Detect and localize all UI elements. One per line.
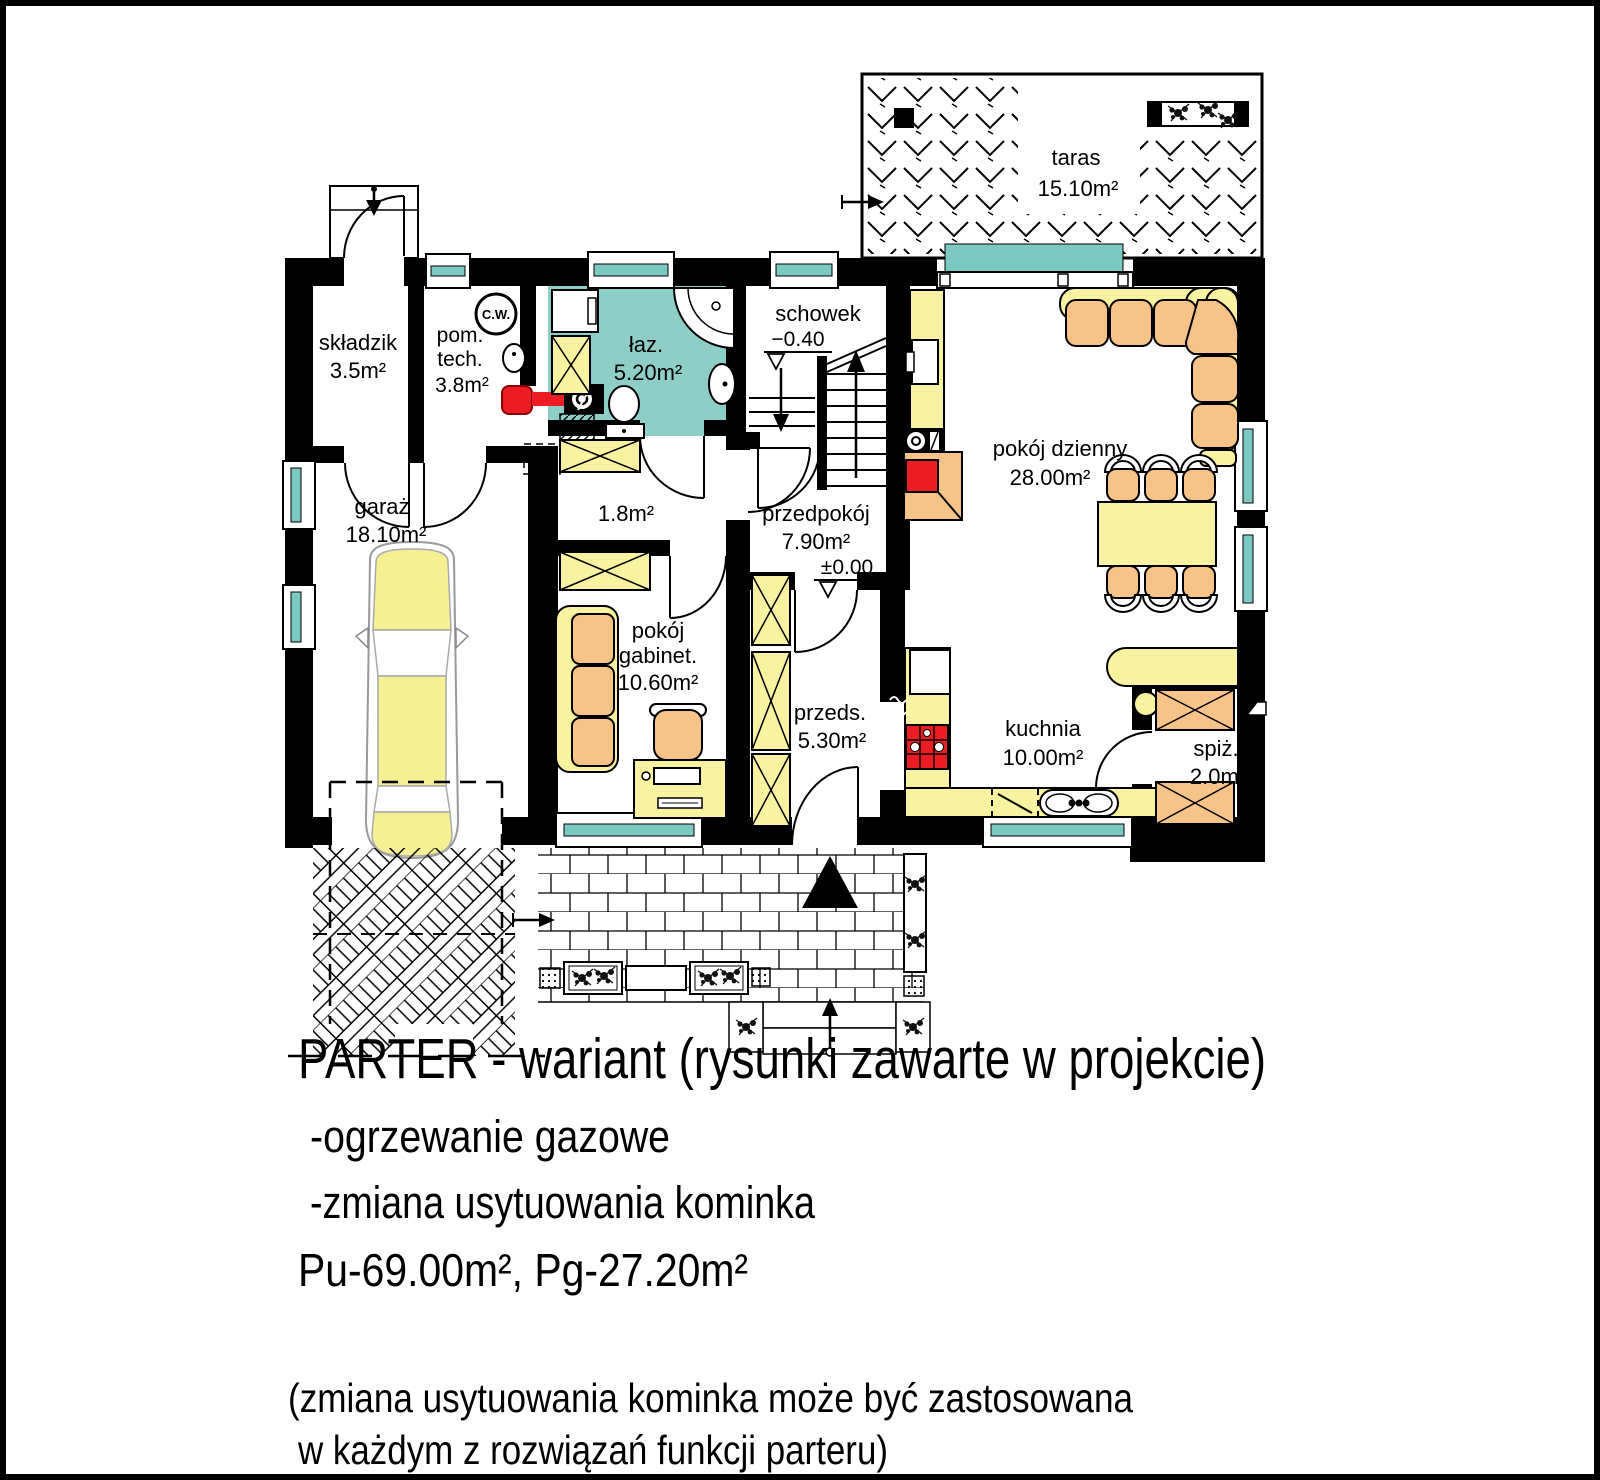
label-skladzik-area: 3.5m² — [329, 358, 387, 383]
porch-planter-1 — [564, 962, 622, 994]
small-sink — [503, 344, 525, 372]
label-pom-tech-1: pom. — [436, 324, 484, 347]
bathroom-cabinet — [552, 336, 590, 394]
label-przedsionek: przeds. — [793, 700, 867, 725]
fridge — [910, 650, 950, 694]
feature-line-1: -ogrzewanie gazowe — [310, 1111, 670, 1162]
office-chair — [650, 704, 706, 760]
kitchen-bar-counter — [1107, 648, 1238, 686]
label-taras-area: 15.10m² — [1037, 176, 1119, 201]
label-schowek: schowek — [775, 301, 861, 326]
label-skladzik: składzik — [318, 330, 398, 355]
office-desk — [634, 760, 726, 818]
terrace-post — [894, 108, 914, 128]
note-line-2: w każdym z rozwiązań funkcji parteru) — [297, 1427, 888, 1473]
terrace-door — [937, 244, 1133, 288]
window-bathroom — [588, 252, 674, 288]
label-hall-area: 1.8m² — [597, 501, 655, 526]
media-box — [904, 428, 944, 454]
window-living-1 — [1235, 421, 1267, 511]
window-pom-tech — [426, 254, 470, 288]
tall-planter — [904, 854, 926, 972]
label-schowek-level: −0.40 — [771, 328, 825, 351]
areas-line: Pu-69.00m², Pg-27.20m² — [298, 1244, 748, 1296]
label-przedpokoj-area: 7.90m² — [781, 529, 851, 554]
label-garaz: garaż — [354, 494, 410, 519]
label-lazienka: łaz. — [628, 332, 664, 357]
terrace-planter — [1148, 101, 1248, 128]
label-przedpokoj: przedpokój — [762, 501, 870, 526]
kitchen-sink — [1040, 790, 1118, 816]
window-schowek — [770, 252, 838, 288]
washbasin — [709, 364, 735, 404]
label-garaz-area: 18.10m² — [345, 522, 427, 547]
stove — [906, 725, 948, 769]
window-kitchen — [983, 813, 1132, 847]
label-przedpokoj-level: ±0.00 — [820, 556, 874, 579]
label-spizarnia-area: 2.0m² — [1189, 764, 1247, 789]
label-pom-tech-area: 3.8m² — [435, 374, 489, 397]
window-garage-2 — [283, 585, 315, 649]
label-kuchnia: kuchnia — [1005, 716, 1081, 741]
label-pom-tech-2: tech. — [437, 348, 483, 371]
label-lazienka-area: 5.20m² — [613, 360, 683, 385]
label-przedsionek-area: 5.30m² — [797, 728, 867, 753]
washing-machine — [552, 290, 598, 332]
office-wardrobe — [560, 552, 650, 590]
label-pokoj-dzienny-area: 28.00m² — [1009, 465, 1091, 490]
note-line-1: (zmiana usytuowania kominka może być zastosowana — [288, 1375, 1134, 1421]
label-pokoj-dzienny: pokój dzienny — [992, 436, 1128, 461]
label-gabinet-area: 10.60m² — [617, 670, 699, 695]
window-garage-1 — [283, 461, 315, 529]
label-gabinet-1: pokój — [631, 618, 685, 643]
feature-line-2: -zmiana usytuowania kominka — [310, 1177, 816, 1228]
fireplace — [904, 452, 962, 520]
office-sofa — [556, 606, 618, 772]
label-gabinet-2: gabinet. — [618, 643, 698, 668]
plan-title: PARTER - wariant (rysunki zawarte w projekcie) — [298, 1027, 1266, 1091]
car — [356, 542, 468, 858]
kitchen-stool — [1134, 692, 1158, 716]
window-living-2 — [1235, 527, 1267, 611]
label-kuchnia-area: 10.00m² — [1002, 745, 1084, 770]
label-taras: taras — [1051, 145, 1101, 170]
dining-table — [1098, 502, 1216, 566]
vent-marker — [1248, 702, 1266, 715]
boiler-cw-label: C.W. — [481, 307, 511, 322]
porch-planter-2 — [690, 962, 748, 994]
doormat — [626, 966, 686, 990]
entry-closets — [752, 575, 790, 826]
dining-set — [1098, 455, 1217, 612]
label-spizarnia: spiż. — [1193, 736, 1239, 761]
